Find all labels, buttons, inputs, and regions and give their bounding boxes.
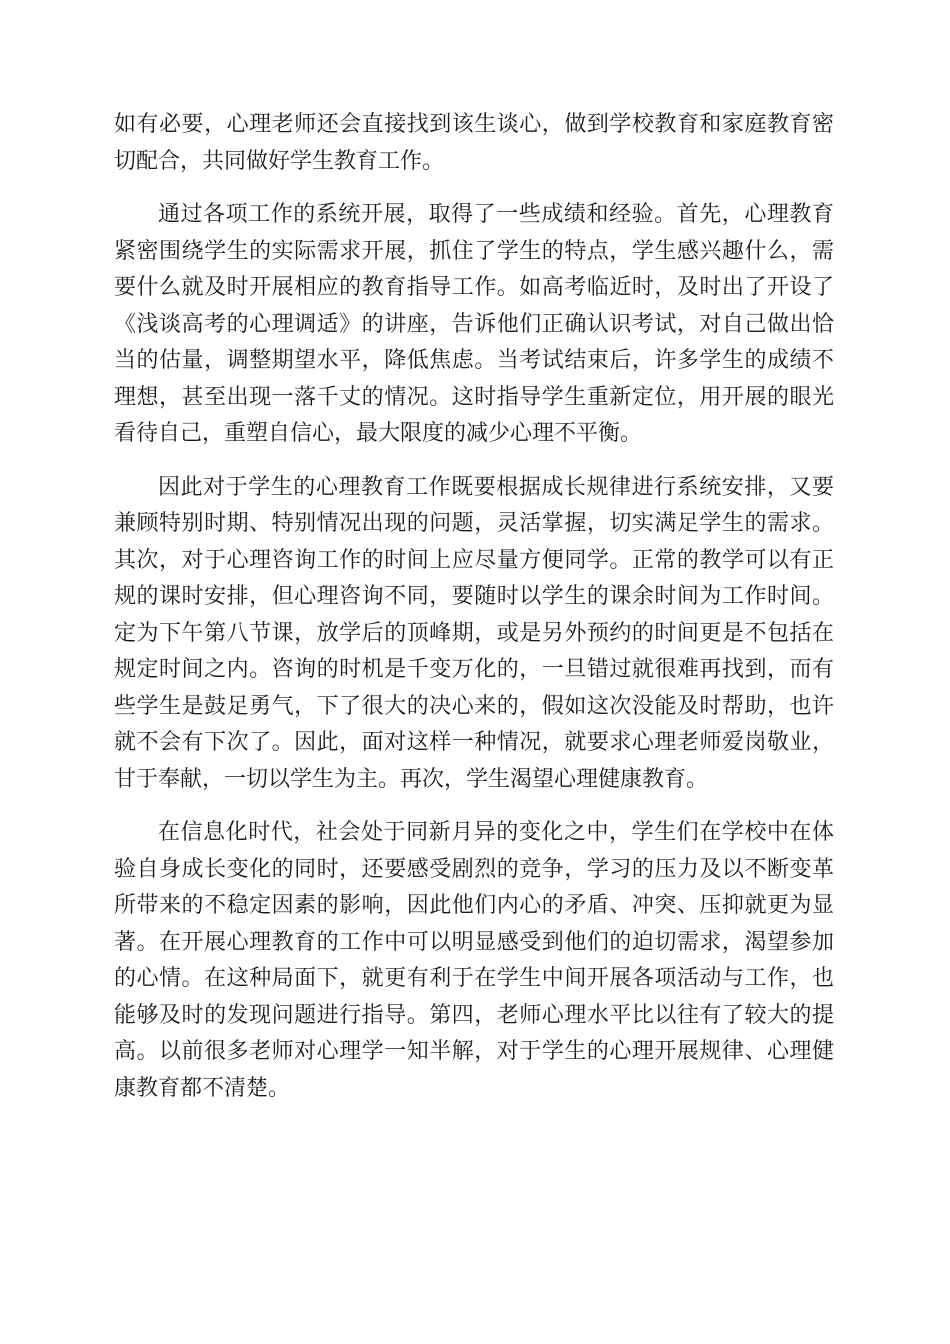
text-line: 当的估量，调整期望水平，降低焦虑。当考试结束后，许多学生的成绩不: [114, 348, 834, 373]
paragraph-3: [114, 470, 834, 799]
text-line: 看待自己，重塑自信心，最大限度的减少心理不平衡。: [114, 421, 643, 446]
text-line: 些学生是鼓足勇气，下了很大的决心来的，假如这次没能及时帮助，也许: [114, 693, 834, 719]
text-line: 兼顾特别时期、特别情况出现的问题，灵活掌握，切实满足学生的需求。: [114, 511, 834, 536]
text-line: 在信息化时代，社会处于同新月异的变化之中，学生们在学校中在体: [158, 820, 834, 845]
text-line: 所带来的不稳定因素的影响，因此他们内心的矛盾、冲突、压抑就更为显: [114, 893, 834, 918]
text-line: 要什么就及时开展相应的教育指导工作。如高考临近时，及时出了开设了: [114, 275, 834, 300]
text-line: 验自身成长变化的同时，还要感受剧烈的竞争，学习的压力及以不断变革: [114, 856, 834, 882]
text-line: 著。在开展心理教育的工作中可以明显感受到他们的迫切需求，渴望参加: [114, 929, 834, 955]
text-line: 《浅谈高考的心理调适》的讲座，告诉他们正确认识考试，对自己做出恰: [114, 311, 834, 337]
text-line: 因此对于学生的心理教育工作既要根据成长规律进行系统安排，又要: [158, 474, 834, 500]
text-line: 就不会有下次了。因此，面对这样一种情况，就要求心理老师爱岗敬业，: [114, 730, 834, 755]
text-line: 切配合，共同做好学生教育工作。: [114, 148, 445, 174]
text-line: 如有必要，心理老师还会直接找到该生谈心，做到学校教育和家庭教育密: [114, 112, 834, 137]
paragraph-2: [114, 197, 834, 453]
text-line: 紧密围绕学生的实际需求开展，抓住了学生的特点，学生感兴趣什么，需: [114, 238, 834, 264]
text-line: 规的课时安排，但心理咨询不同，要随时以学生的课余时间为工作时间。: [114, 584, 834, 609]
document-body: [114, 107, 834, 1107]
text-line: 康教育都不清楚。: [114, 1075, 291, 1101]
text-line: 能够及时的发现问题进行指导。第四，老师心理水平比以往有了较大的提: [114, 1002, 834, 1028]
paragraph-4: [114, 815, 834, 1107]
text-line: 规定时间之内。咨询的时机是千变万化的，一旦错过就很难再找到，而有: [114, 657, 834, 682]
text-line: 的心情。在这种局面下，就更有利于在学生中间开展各项活动与工作，也: [114, 966, 834, 991]
paragraph-1: [114, 107, 834, 180]
text-line: 定为下午第八节课，放学后的顶峰期，或是另外预约的时间更是不包括在: [114, 620, 834, 646]
text-line: 甘于奉献，一切以学生为主。再次，学生渴望心理健康教育。: [114, 766, 709, 792]
text-line: 通过各项工作的系统开展，取得了一些成绩和经验。首先，心理教育: [158, 202, 834, 227]
text-line: 理想，甚至出现一落千丈的情况。这时指导学生重新定位，用开展的眼光: [114, 384, 834, 410]
text-line: 其次，对于心理咨询工作的时间上应尽量方便同学。正常的教学可以有正: [114, 547, 834, 573]
text-line: 高。以前很多老师对心理学一知半解，对于学生的心理开展规律、心理健: [114, 1039, 834, 1064]
